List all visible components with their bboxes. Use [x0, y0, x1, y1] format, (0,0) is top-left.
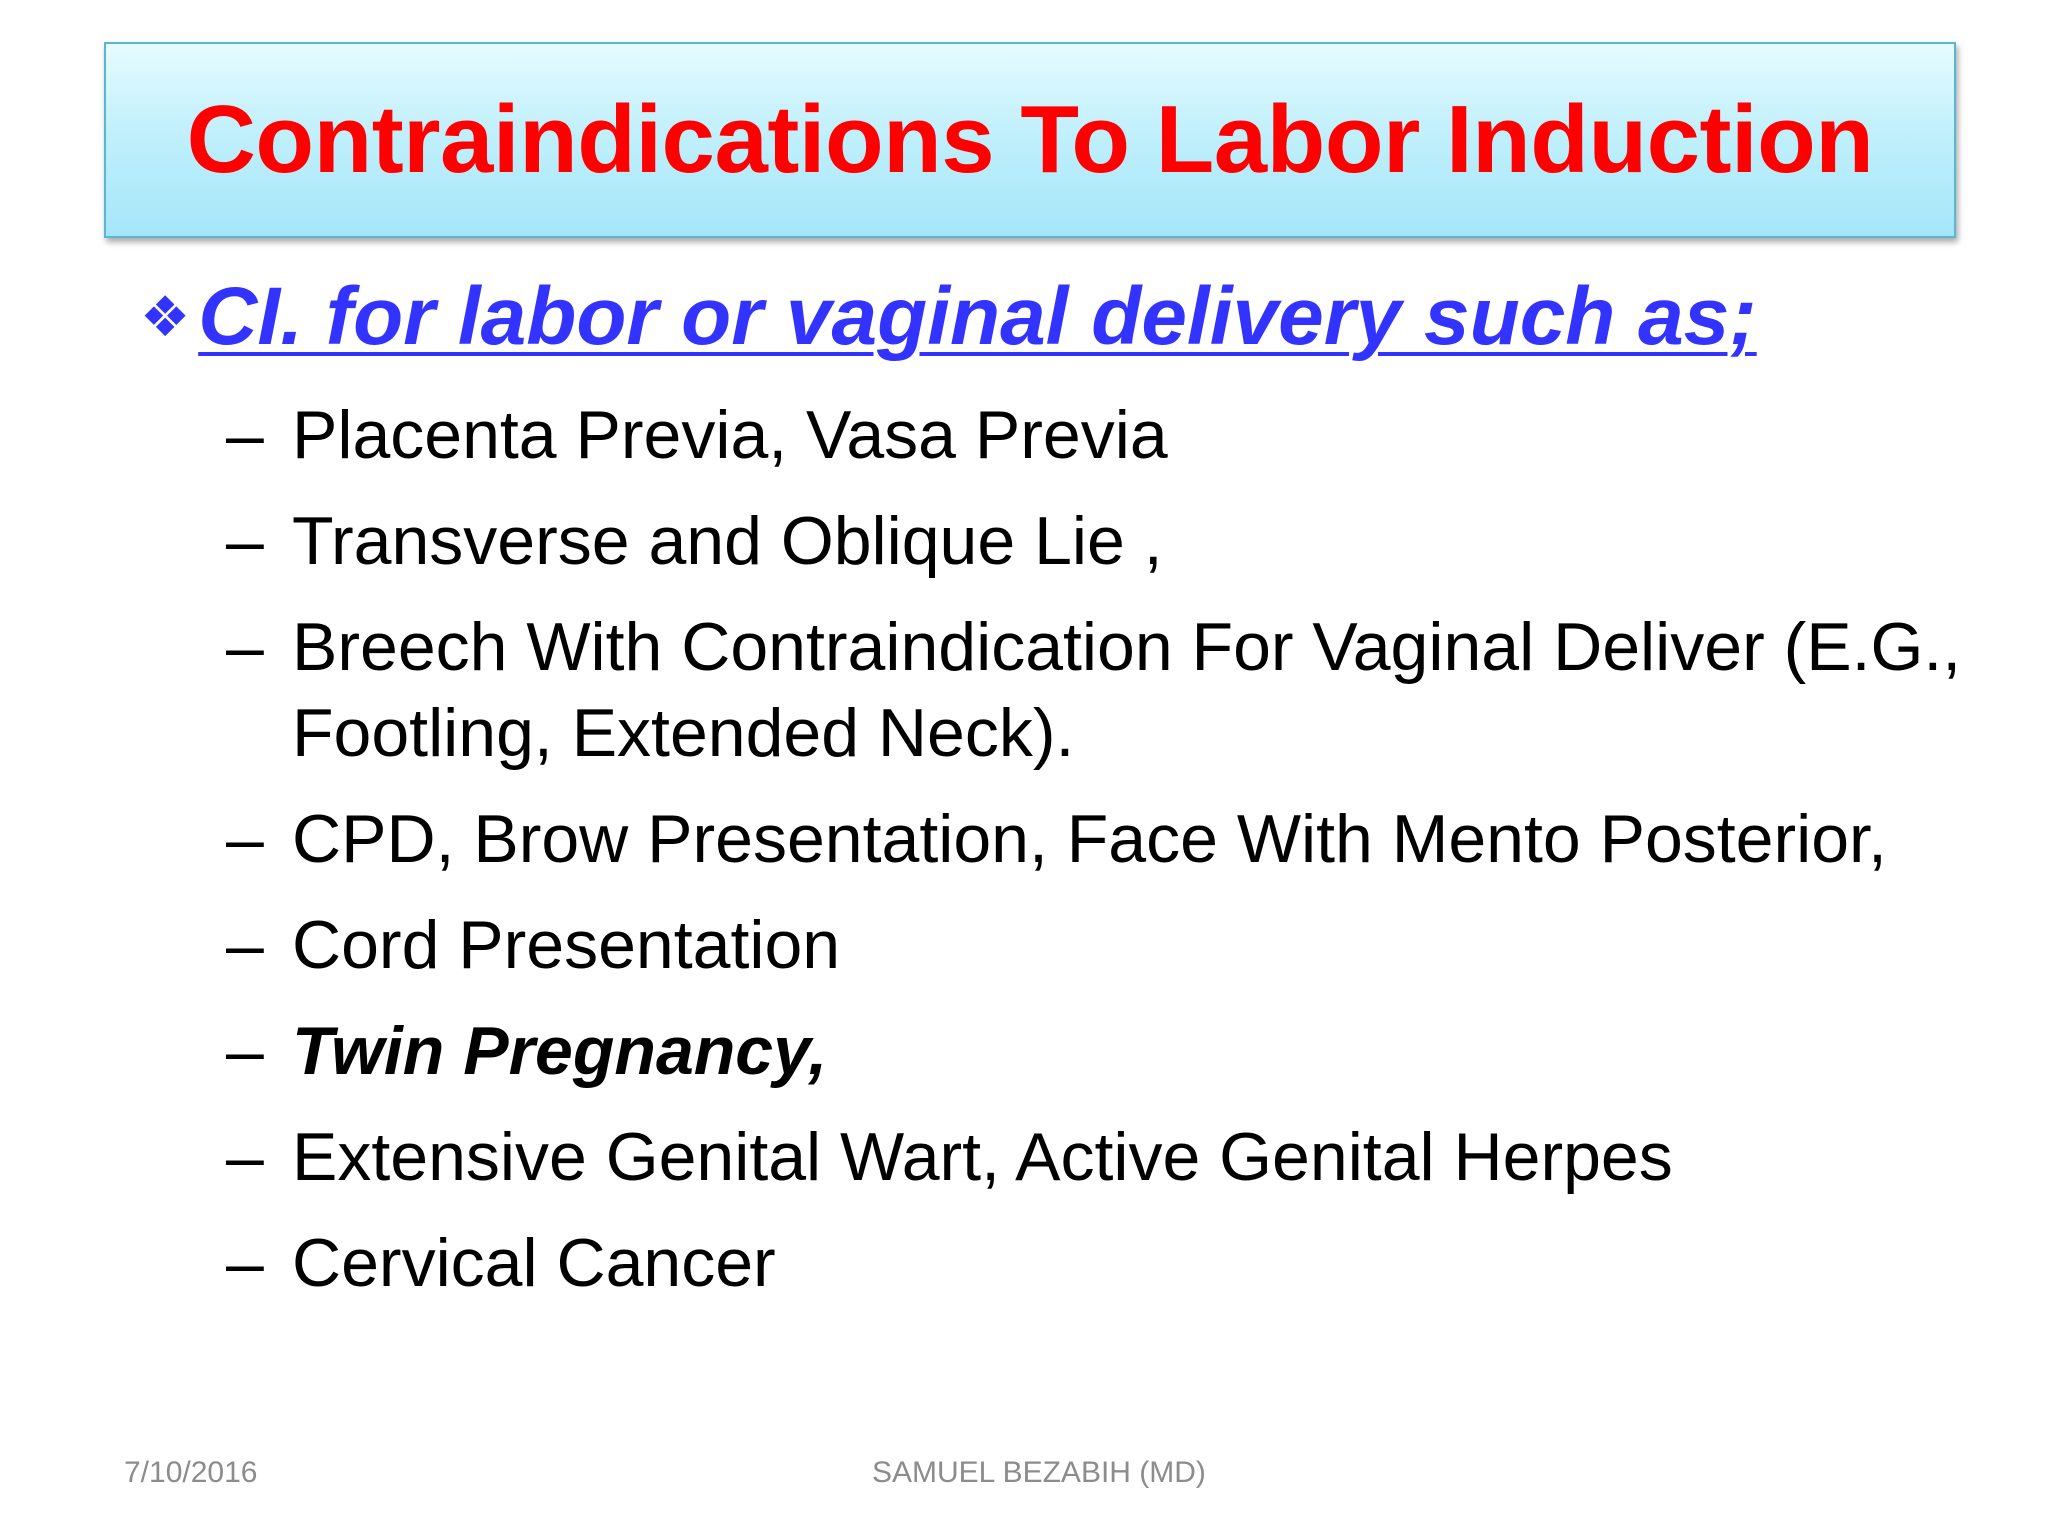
list-item: [226, 796, 1986, 882]
diamond-bullet-icon: ❖: [140, 285, 191, 348]
footer-author: SAMUEL BEZABIH (MD): [872, 1456, 1206, 1489]
title-banner: [104, 42, 1956, 238]
list-item: [226, 604, 1986, 776]
slide-title: Contraindications To Labor Induction: [186, 86, 1874, 193]
dash-bullet: –: [226, 801, 264, 877]
dash-bullet: –: [226, 907, 264, 983]
list-item-text: Cervical Cancer: [292, 1225, 776, 1301]
list-item-text: Placenta Previa, Vasa Previa: [292, 397, 1168, 473]
dash-bullet: –: [226, 609, 264, 685]
list-item-text: CPD, Brow Presentation, Face With Mento Posterior,: [292, 801, 1887, 877]
section-heading: [140, 270, 1757, 364]
list-item: [226, 392, 1986, 478]
dash-bullet: –: [226, 1119, 264, 1195]
list-item: [226, 1220, 1986, 1306]
list-item-text: Breech With Contraindication For Vaginal Deliver (E.G., Footling, Extended Neck).: [292, 609, 1962, 771]
dash-bullet: –: [226, 503, 264, 579]
list-item-text: Twin Pregnancy,: [292, 1013, 828, 1089]
contraindication-list: [226, 392, 1986, 1326]
dash-bullet: –: [226, 1013, 264, 1089]
list-item-text: Cord Presentation: [292, 907, 841, 983]
list-item-text: Transverse and Oblique Lie ,: [292, 503, 1163, 579]
list-item: [226, 902, 1986, 988]
footer-date: 7/10/2016: [124, 1456, 258, 1489]
list-item-emphasized: [226, 1008, 1986, 1094]
dash-bullet: –: [226, 397, 264, 473]
list-item: [226, 1114, 1986, 1200]
list-item-text: Extensive Genital Wart, Active Genital Herpes: [292, 1119, 1673, 1195]
list-item: [226, 498, 1986, 584]
dash-bullet: –: [226, 1225, 264, 1301]
section-heading-text: CI. for labor or vaginal delivery such as;: [198, 271, 1757, 362]
